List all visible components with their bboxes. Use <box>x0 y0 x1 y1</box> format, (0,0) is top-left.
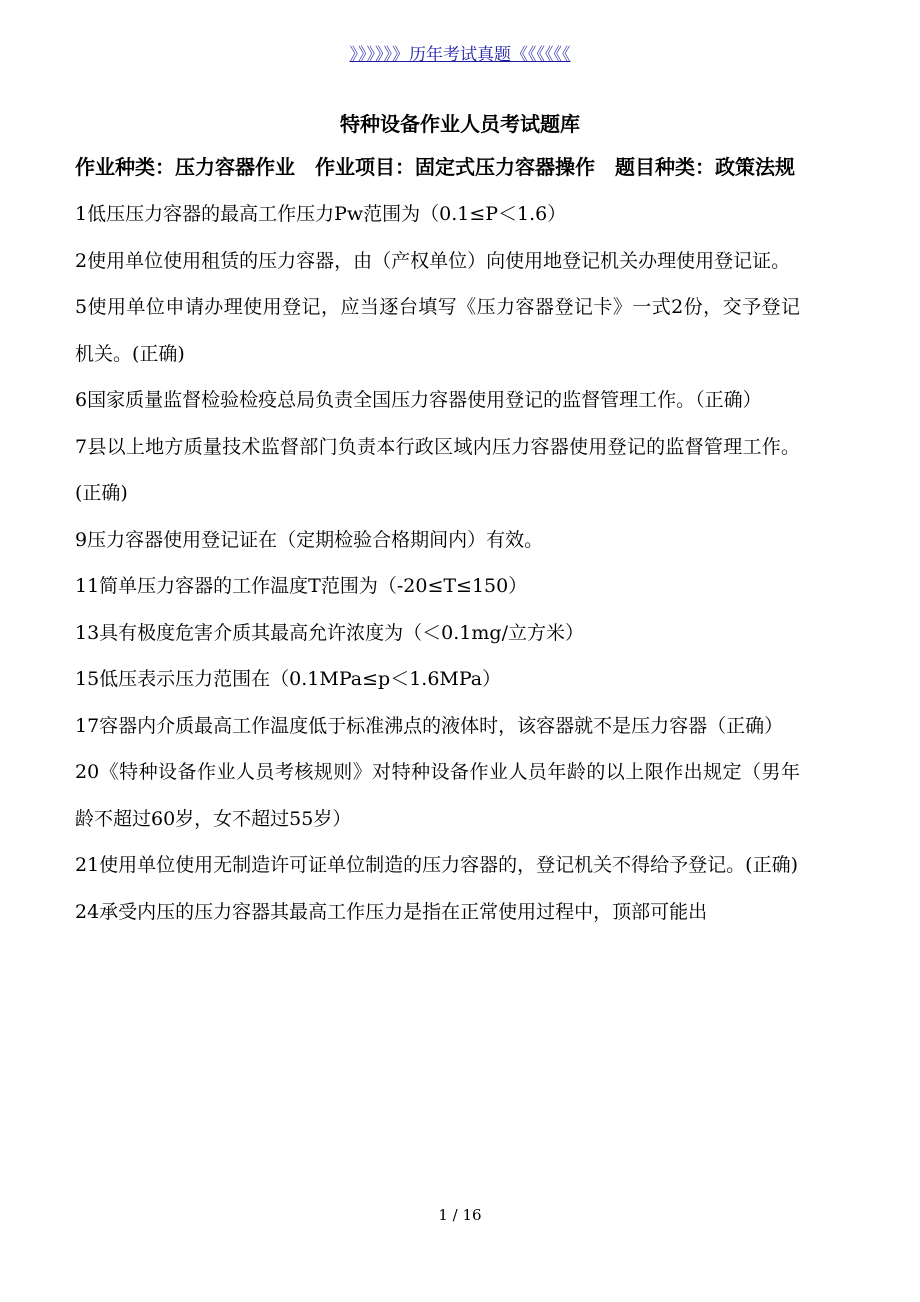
question-item: 20《特种设备作业人员考核规则》对特种设备作业人员年龄的以上限作出规定（男年龄不超过60岁，女不超过55岁） <box>75 761 800 830</box>
question-item: 17容器内介质最高工作温度低于标准沸点的液体时，该容器就不是压力容器（正确） <box>75 714 784 737</box>
question-item: 21使用单位使用无制造许可证单位制造的压力容器的，登记机关不得给予登记。(正确) <box>75 854 799 876</box>
past-exams-link[interactable]: 》》》》》》历年考试真题《《《《《《 <box>349 45 571 65</box>
question-item: 6国家质量监督检验检疫总局负责全国压力容器使用登记的监督管理工作。（正确） <box>75 389 762 411</box>
question-item: 1低压压力容器的最高工作压力Pw范围为（0.1≤P＜1.6） <box>75 203 567 225</box>
question-item: 11简单压力容器的工作温度T范围为（-20≤T≤150） <box>75 575 528 597</box>
question-item: 9压力容器使用登记证在（定期检验合格期间内）有效。 <box>75 528 544 551</box>
document-body <box>75 143 800 935</box>
question-item: 7县以上地方质量技术监督部门负责本行政区域内压力容器使用登记的监督管理工作。(正确) <box>75 435 800 504</box>
question-item: 15低压表示压力范围在（0.1MPa≤p＜1.6MPa） <box>75 668 502 690</box>
category-line: 作业种类：压力容器作业 作业项目：固定式压力容器操作 题目种类：政策法规 <box>75 155 795 179</box>
document-title: 特种设备作业人员考试题库 <box>340 112 580 136</box>
question-item: 5使用单位申请办理使用登记，应当逐台填写《压力容器登记卡》一式2份，交予登记机关。(正确) <box>75 296 800 365</box>
question-item: 13具有极度危害介质其最高允许浓度为（＜0.1mg/立方米） <box>75 621 584 644</box>
question-item: 24承受内压的压力容器其最高工作压力是指在正常使用过程中，顶部可能出 <box>75 900 708 923</box>
question-item: 2使用单位使用租赁的压力容器，由（产权单位）向使用地登记机关办理使用登记证。 <box>75 249 791 272</box>
page-number: 1 / 16 <box>438 1206 482 1224</box>
